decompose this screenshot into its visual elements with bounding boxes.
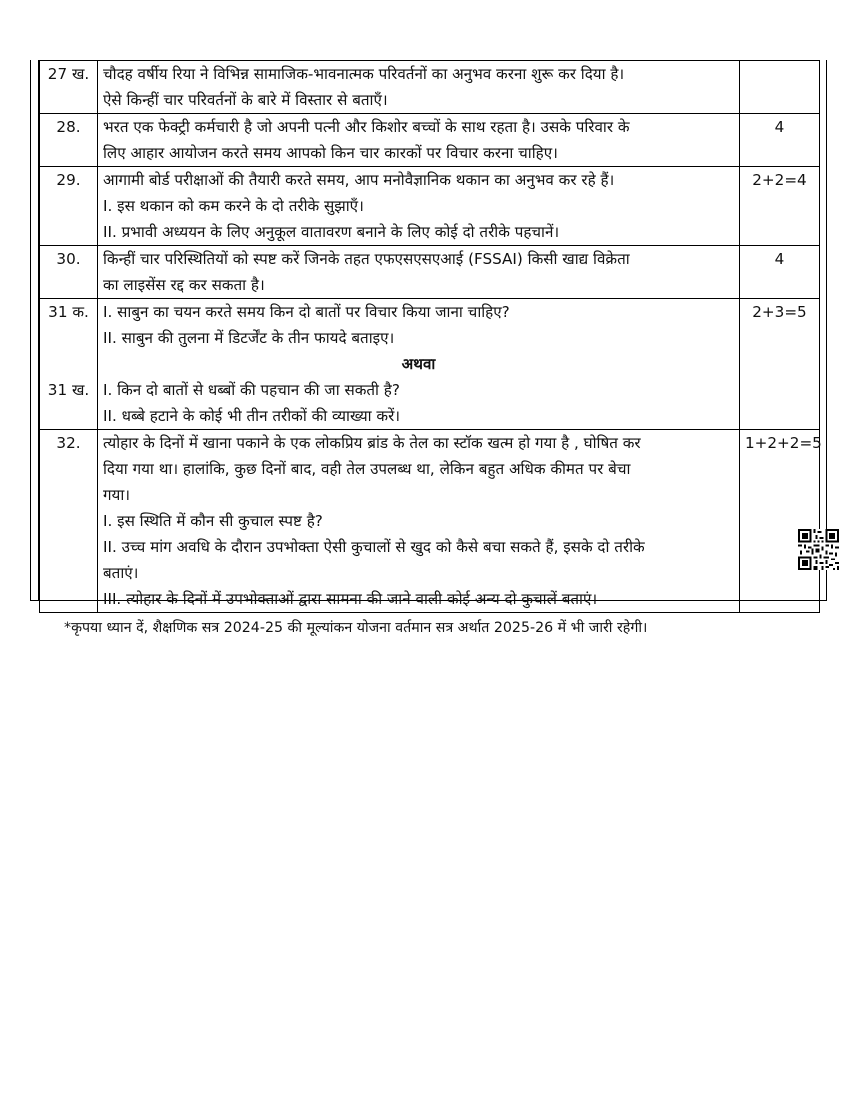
question-marks: 2+3=5 <box>740 299 820 430</box>
question-line: भरत एक फेक्ट्री कर्मचारी है जो अपनी पत्नी और किशोर बच्चों के साथ रहता है। उसके परिवार के <box>103 118 630 136</box>
question-marks: 2+2=4 <box>740 167 820 246</box>
question-number-spacer <box>42 351 95 377</box>
question-marks: 1+2+2=5 <box>740 430 820 613</box>
question-line: III. त्योहार के दिनों में उपभोक्ताओं द्वारा सामना की जाने वाली कोई अन्य दो कुचालें बताएं। <box>103 590 598 608</box>
question-marks: 4 <box>740 246 820 299</box>
question-number: 28. <box>40 114 98 167</box>
question-number: 27 ख. <box>40 61 98 114</box>
question-line: I. किन दो बातों से धब्बों की पहचान की जा सकती है? <box>103 381 400 399</box>
question-line: II. प्रभावी अध्ययन के लिए अनुकूल वातावरण बनाने के लिए कोई दो तरीके पहचानें। <box>103 223 560 241</box>
question-row <box>40 430 820 613</box>
question-text <box>98 246 740 299</box>
question-line: II. उच्च मांग अवधि के दौरान उपभोक्ता ऐसी कुचालों से खुद को कैसे बचा सकते हैं, इसके दो तरीके <box>103 538 645 556</box>
question-line: गया। <box>103 486 131 504</box>
footnote: *कृपया ध्यान दें, शैक्षणिक सत्र 2024-25 की मूल्यांकन योजना वर्तमान सत्र अर्थात 2025-26 में भी जारी रहेगी। <box>64 620 648 636</box>
or-separator: अथवा <box>401 355 436 373</box>
question-number-spacer <box>42 325 95 351</box>
question-line: त्योहार के दिनों में खाना पकाने के एक लोकप्रिय ब्रांड के तेल का स्टॉक खत्म हो गया है , घोषित कर <box>103 434 641 452</box>
question-text <box>98 299 740 430</box>
question-line: बताएं। <box>103 564 139 582</box>
question-line: चौदह वर्षीय रिया ने विभिन्न सामाजिक-भावनात्मक परिवर्तनों का अनुभव करना शुरू कर दिया है। <box>103 65 625 83</box>
question-row <box>40 299 820 430</box>
question-line: का लाइसेंस रद्द कर सकता है। <box>103 276 265 294</box>
question-line: I. साबुन का चयन करते समय किन दो बातों पर विचार किया जाना चाहिए? <box>103 303 510 321</box>
question-line: लिए आहार आयोजन करते समय आपको किन चार कारकों पर विचार करना चाहिए। <box>103 144 558 162</box>
question-line: किन्हीं चार परिस्थितियों को स्पष्ट करें जिनके तहत एफएसएसएआई (FSSAI) किसी खाद्य विक्रेता <box>103 250 630 268</box>
question-table <box>39 60 820 613</box>
question-text <box>98 114 740 167</box>
question-line: I. इस स्थिति में कौन सी कुचाल स्पष्ट है? <box>103 512 323 530</box>
question-number-cell <box>40 299 98 430</box>
question-marks: 4 <box>740 114 820 167</box>
qr-code-icon <box>798 529 839 570</box>
question-line: दिया गया था। हालांकि, कुछ दिनों बाद, वही तेल उपलब्ध था, लेकिन बहुत अधिक कीमत पर बेचा <box>103 460 631 478</box>
question-number: 30. <box>40 246 98 299</box>
question-number: 32. <box>40 430 98 613</box>
question-line: II. धब्बे हटाने के कोई भी तीन तरीकों की व्याख्या करें। <box>103 407 401 425</box>
question-line: आगामी बोर्ड परीक्षाओं की तैयारी करते समय, आप मनोवैज्ञानिक थकान का अनुभव कर रहे हैं। <box>103 171 615 189</box>
question-marks <box>740 61 820 114</box>
question-row <box>40 114 820 167</box>
question-row <box>40 167 820 246</box>
question-row <box>40 61 820 114</box>
question-line: I. इस थकान को कम करने के दो तरीके सुझाएँ। <box>103 197 364 215</box>
question-number: 29. <box>40 167 98 246</box>
question-text <box>98 61 740 114</box>
question-text <box>98 430 740 613</box>
question-number: 31 क. <box>48 303 89 321</box>
question-line: ऐसे किन्हीं चार परिवर्तनों के बारे में विस्तार से बताएँ। <box>103 91 388 109</box>
question-row <box>40 246 820 299</box>
question-number-alt: 31 ख. <box>47 381 90 399</box>
question-text <box>98 167 740 246</box>
question-line: II. साबुन की तुलना में डिटर्जेंट के तीन फायदे बताइए। <box>103 329 395 347</box>
